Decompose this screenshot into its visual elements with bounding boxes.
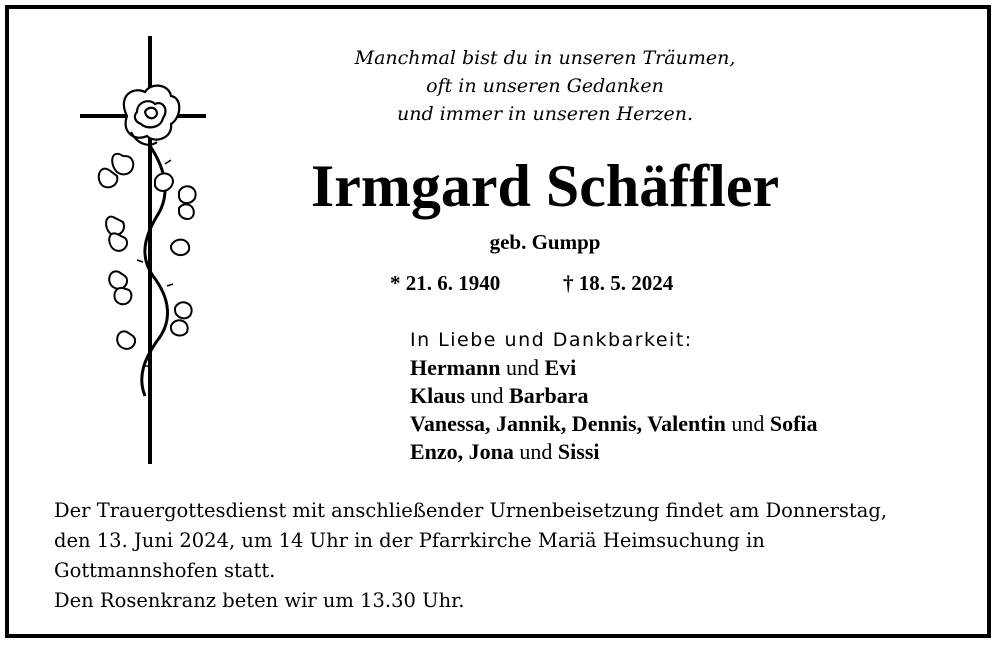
family-name: Barbara: [509, 383, 589, 408]
and-word: und: [731, 411, 765, 436]
death-date: † 18. 5. 2024: [563, 271, 674, 295]
and-word: und: [519, 439, 553, 464]
family-name: Evi: [544, 355, 577, 380]
birth-date: * 21. 6. 1940: [390, 271, 501, 295]
and-word: und: [505, 355, 539, 380]
rosary-line: Den Rosenkranz beten wir um 13.30 Uhr.: [54, 589, 465, 612]
life-dates: [390, 270, 720, 296]
family-intro: In Liebe und Dankbarkeit:: [410, 329, 693, 351]
quote-line-1: Manchmal bist du in unseren Träumen,: [354, 47, 736, 69]
and-word: und: [470, 383, 504, 408]
service-line-3: Gottmannshofen statt.: [54, 559, 276, 582]
family-name: Enzo, Jona: [410, 439, 514, 464]
family-name: Sofia: [769, 411, 818, 436]
family-name: Sissi: [557, 439, 600, 464]
service-announcement: [54, 496, 954, 616]
family-name: Hermann: [410, 355, 501, 380]
quote-line-3: und immer in unseren Herzen.: [396, 103, 693, 125]
family-row: [410, 354, 950, 382]
family-name: Vanessa, Jannik, Dennis, Valentin: [410, 411, 726, 436]
family-row: [410, 382, 950, 410]
family-name: Klaus: [410, 383, 466, 408]
family-list: [410, 326, 950, 466]
maiden-name: geb. Gumpp: [489, 230, 601, 254]
family-row: [410, 410, 950, 438]
service-line-2: den 13. Juni 2024, um 14 Uhr in der Pfarrkirche Mariä Heimsuchung in: [54, 529, 765, 552]
memorial-quote: [300, 44, 790, 128]
cross-with-rose-icon: [75, 36, 215, 466]
family-row: [410, 438, 950, 466]
service-line-1: Der Trauergottesdienst mit anschließender Urnenbeisetzung findet am Donnerstag,: [54, 499, 888, 522]
quote-line-2: oft in unseren Gedanken: [426, 75, 664, 97]
deceased-name: Irmgard Schäffler: [310, 153, 780, 219]
